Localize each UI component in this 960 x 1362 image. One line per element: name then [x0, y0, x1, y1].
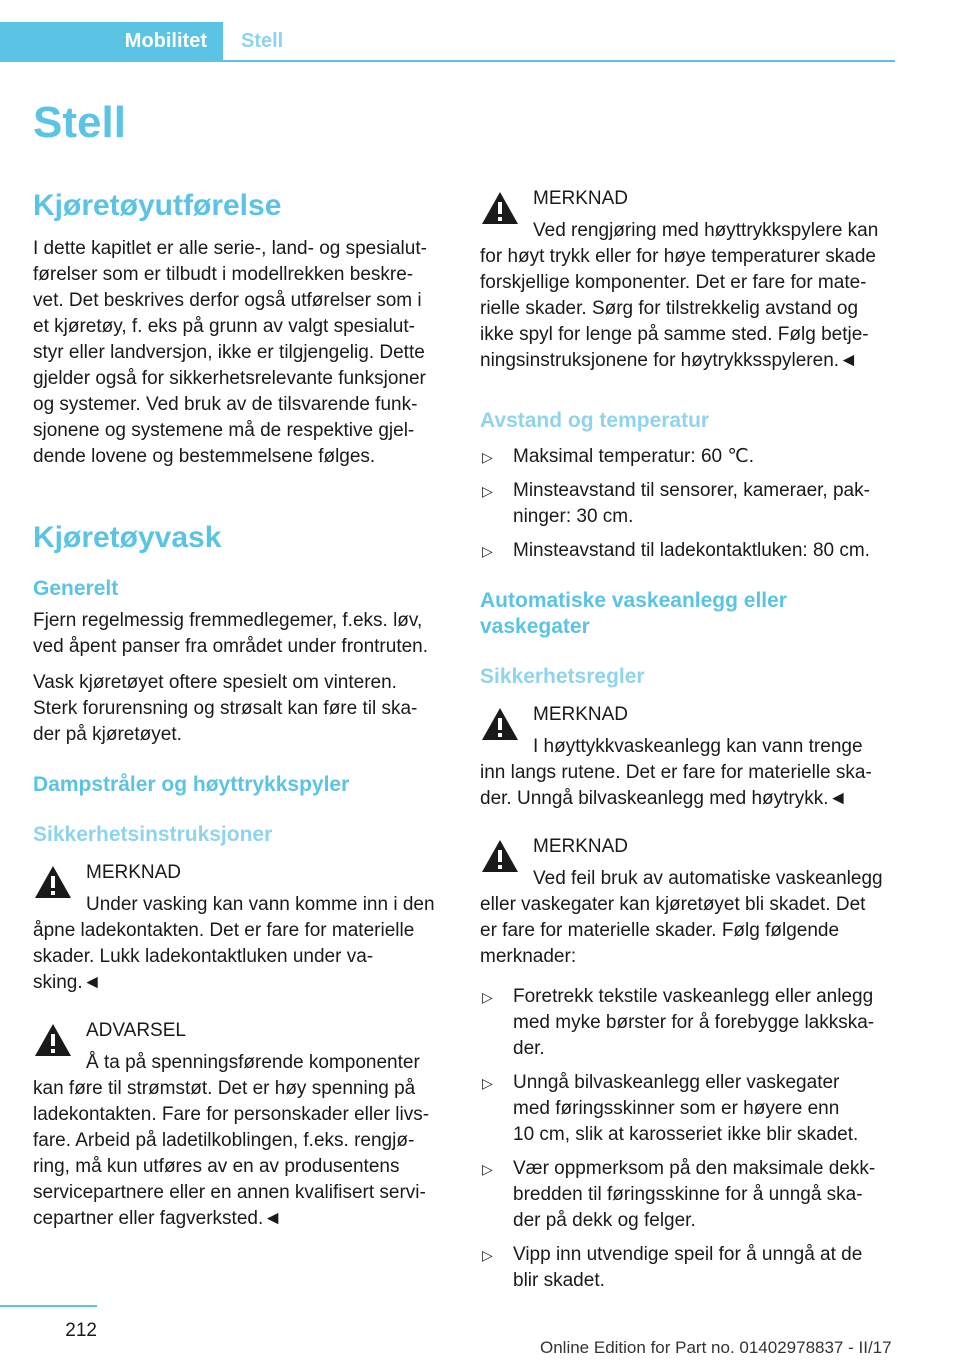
note-label: MERKNAD	[533, 836, 629, 857]
list-item: ▷ Foretrekk tekstile vaskeanlegg eller anlegg med myke børster for å forebygge lakkska- der.	[482, 986, 875, 1059]
heading-avstand-temperatur: Avstand og temperatur	[480, 409, 710, 432]
list-item: ▷ Minsteavstand til ladekontaktluken: 80 cm.	[480, 538, 896, 564]
list-auto-wash	[480, 984, 896, 1294]
warning-icon	[480, 706, 520, 742]
note-body: kan føre til strømstøt. Det er høy spenning på ladekontakten. Fare for personskader eller livs- fare. Arbeid på ladetilkoblingen, f.eks. rengjø- ring, må kun utføres av en av produsentens servicepartnere eller en annen kvalifisert servi- cepartner eller fagverksted.◄	[33, 1078, 430, 1229]
bullet-triangle-icon: ▷	[482, 1161, 493, 1177]
heading-generelt: Generelt	[33, 577, 119, 600]
warning-icon	[480, 838, 520, 874]
list-item: ▷ Minsteavstand til sensorer, kameraer, pak- ninger: 30 cm.	[482, 480, 870, 527]
heading-sikkerhetsregler: Sikkerhetsregler	[480, 665, 645, 688]
warning-icon	[33, 1022, 73, 1058]
note-label: MERKNAD	[86, 862, 182, 883]
note-advarsel-spenning	[33, 1018, 447, 1232]
footer-edition: Online Edition for Part no. 01402978837 - II/17	[540, 1338, 892, 1357]
note-first-line: Under vasking kan vann komme inn i den	[86, 894, 435, 915]
note-body: inn langs rutene. Det er fare for materielle ska- der. Unngå bilvaskeanlegg med høytrykk.◄	[480, 762, 872, 809]
note-merknad-ladekontakt	[33, 860, 447, 996]
page-number: 212	[65, 1320, 97, 1341]
list-item: ▷ Unngå bilvaskeanlegg eller vaskegater med føringsskinner som er høyere enn 10 cm, slik at karosseriet ikke blir skadet.	[482, 1072, 859, 1145]
page-header	[0, 22, 895, 62]
bullet-triangle-icon: ▷	[482, 989, 493, 1005]
note-merknad-feil-bruk	[480, 834, 896, 970]
heading-kjoretoyutforelse: Kjøretøyutførelse	[33, 189, 282, 222]
note-first-line: Å ta på spenningsførende komponenter	[86, 1052, 420, 1073]
paragraph-general-1: Fjern regelmessig fremmedlegemer, f.eks. løv, ved åpent panser fra området under frontruten.	[33, 610, 429, 657]
note-body: for høyt trykk eller for høye temperaturer skade forskjellige komponenter. Det er fare for mate- rielle skader. Sørg for tilstrekkelig avstand og ikke spyl for lenge på samme sted. Følg betje- ningsinstruksjonene for høytrykksspyleren.◄	[480, 246, 876, 371]
header-rule	[0, 60, 895, 62]
heading-kjoretoyvask: Kjøretøyvask	[33, 521, 222, 554]
bullet-triangle-icon: ▷	[482, 449, 493, 465]
note-merknad-vaskeanlegg	[480, 702, 896, 812]
list-item: ▷ Vipp inn utvendige speil for å unngå at de blir skadet.	[482, 1244, 863, 1291]
right-column	[480, 180, 896, 1294]
bullet-triangle-icon: ▷	[482, 1247, 493, 1263]
note-body: eller vaskegater kan kjøretøyet bli skadet. Det er fare for materielle skader. Følg følgende merknader:	[480, 894, 866, 967]
tab-stell: Stell	[241, 30, 284, 52]
heading-dampstraler: Dampstråler og høyttrykkspyler	[33, 773, 350, 796]
bullet-triangle-icon: ▷	[482, 543, 493, 559]
warning-icon	[480, 190, 520, 226]
note-label: MERKNAD	[533, 188, 629, 209]
tab-mobilitet-label: Mobilitet	[124, 29, 207, 52]
note-first-line: I høyttykkvaskeanlegg kan vann trenge	[533, 736, 863, 757]
page-title: Stell	[33, 98, 126, 147]
list-item: ▷ Vær oppmerksom på den maksimale dekk- bredden til føringsskinne for å unngå ska- der på dekk og felger.	[482, 1158, 876, 1231]
heading-automatiske-vaskeanlegg: Automatiske vaskeanlegg eller vaskegater	[480, 589, 787, 638]
tab-mobilitet	[0, 22, 223, 60]
note-body: åpne ladekontakten. Det er fare for materielle skader. Lukk ladekontaktluken under va- sking.◄	[33, 920, 415, 993]
paragraph-variant: I dette kapitlet er alle serie-, land- og spesialut- førelser som er tilbudt i modellrekken beskre- vet. Det beskrives derfor også utførelser som i et kjøretøy, f. eks på grunn av valgt spesialut- styr eller landversjon, ikke er tilgjengelig. Dette gjelder også for sikkerhetsrelevante funksjoner og systemer. Ved bruk av de tilsvarende funk- sjonene og systemene må de respektive gjel- dende lovene og bestemmelsene følges.	[33, 238, 427, 467]
note-first-line: Ved feil bruk av automatiske vaskeanlegg	[533, 868, 883, 889]
page-number-rule	[0, 1305, 97, 1307]
list-item: ▷ Maksimal temperatur: 60 ℃.	[480, 444, 896, 470]
note-label: MERKNAD	[533, 704, 629, 725]
heading-sikkerhetsinstruksjoner: Sikkerhetsinstruksjoner	[33, 823, 273, 846]
paragraph-general-2: Vask kjøretøyet oftere spesielt om vinteren. Sterk forurensning og strøsalt kan føre til ska- der på kjøretøyet.	[33, 672, 418, 745]
bullet-triangle-icon: ▷	[482, 1075, 493, 1091]
list-distance	[480, 444, 896, 564]
note-first-line: Ved rengjøring med høyttrykkspylere kan	[533, 220, 879, 241]
bullet-triangle-icon: ▷	[482, 483, 493, 499]
left-column	[33, 180, 447, 1232]
note-merknad-hoytrykk	[480, 186, 896, 374]
note-label: ADVARSEL	[86, 1020, 186, 1041]
warning-icon	[33, 864, 73, 900]
